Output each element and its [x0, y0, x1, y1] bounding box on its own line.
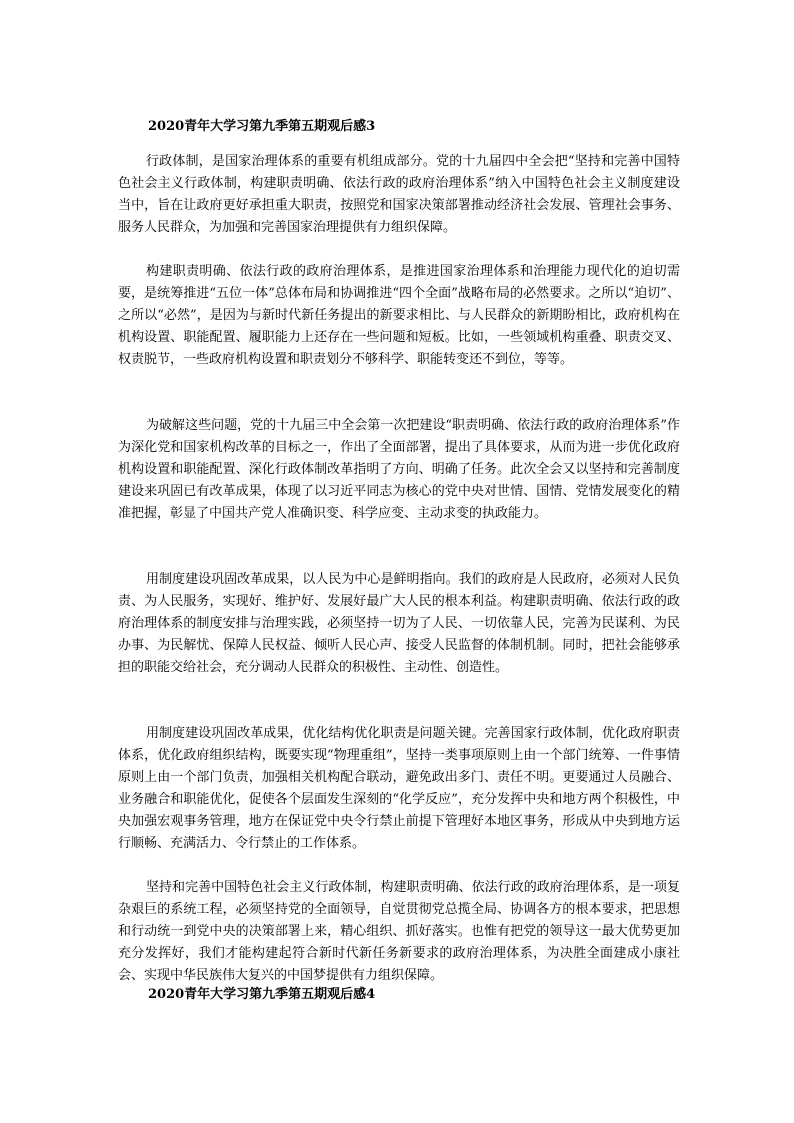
paragraph-4: 用制度建设巩固改革成果，以人民为中心是鲜明指向。我们的政府是人民政府，必须对人民负责、为人民服务，实现好、维护好、发展好最广大人民的根本利益。构建职责明确、依法行政的政府治理体系的制度安排与治理实践，必须坚持一切为了人民、一切依靠人民，完善为民谋利、为民办事、为民解忧、保障人民权益、倾听人民心声、接受人民监督的体制机制。同时，把社会能够承担的职能交给社会，充分调动人民群众的积极性、主动性、创造性。 [118, 572, 680, 675]
paragraph-6: 坚持和完善中国特色社会主义行政体制，构建职责明确、依法行政的政府治理体系，是一项复杂艰巨的系统工程，必须坚持党的全面领导，自觉贯彻党总揽全局、协调各方的根本要求，把思想和行动统一到党中央的决策部署上来，精心组织、抓好落实。也惟有把党的领导这一最大优势更加充分发挥好，我们才能构建起符合新时代新任务新要求的政府治理体系，为决胜全面建成小康社会、实现中华民族伟大复兴的中国梦提供有力组织保障。 [118, 880, 680, 983]
paragraph-5: 用制度建设巩固改革成果，优化结构优化职责是问题关键。完善国家行政体制，优化政府职责体系，优化政府组织结构，既要实现“物理重组”，坚持一类事项原则上由一个部门统筹、一件事情原则上由一个部门负责，加强相关机构配合联动，避免政出多门、责任不明。更要通过人员融合、业务融合和职能优化，促使各个层面发生深刻的“化学反应”，充分发挥中央和地方两个积极性，中央加强宏观事务管理，地方在保证党中央令行禁止前提下管理好本地区事务，形成从中央到地方运行顺畅、充满活力、令行禁止的工作体系。 [118, 726, 680, 851]
paragraph-2: 构建职责明确、依法行政的政府治理体系，是推进国家治理体系和治理能力现代化的迫切需要，是统筹推进“五位一体”总体布局和协调推进“四个全面”战略布局的必然要求。之所以“迫切”、之所以“必然”，是因为与新时代新任务提出的新要求相比、与人民群众的新期盼相比，政府机构在机构设置、职能配置、履职能力上还存在一些问题和短板。比如，一些领域机构重叠、职责交叉、权责脱节，一些政府机构设置和职责划分不够科学、职能转变还不到位，等等。 [118, 264, 680, 367]
article-heading-4: 2020青年大学习第九季第五期观后感4 [148, 987, 376, 1002]
article-heading-3: 2020青年大学习第九季第五期观后感3 [148, 119, 376, 134]
paragraph-3: 为破解这些问题，党的十九届三中全会第一次把建设“职责明确、依法行政的政府治理体系”作为深化党和国家机构改革的目标之一，作出了全面部署，提出了具体要求，从而为进一步优化政府机构设置和职能配置、深化行政体制改革指明了方向、明确了任务。此次全会又以坚持和完善制度建设来巩固已有改革成果，体现了以习近平同志为核心的党中央对世情、国情、党情发展变化的精准把握，彰显了中国共产党人准确识变、科学应变、主动求变的执政能力。 [118, 418, 680, 521]
paragraph-1: 行政体制，是国家治理体系的重要有机组成部分。党的十九届四中全会把“坚持和完善中国特色社会主义行政体制，构建职责明确、依法行政的政府治理体系”纳入中国特色社会主义制度建设当中，旨在让政府更好承担重大职责，按照党和国家决策部署推动经济社会发展、管理社会事务、服务人民群众，为加强和完善国家治理提供有力组织保障。 [118, 154, 680, 235]
